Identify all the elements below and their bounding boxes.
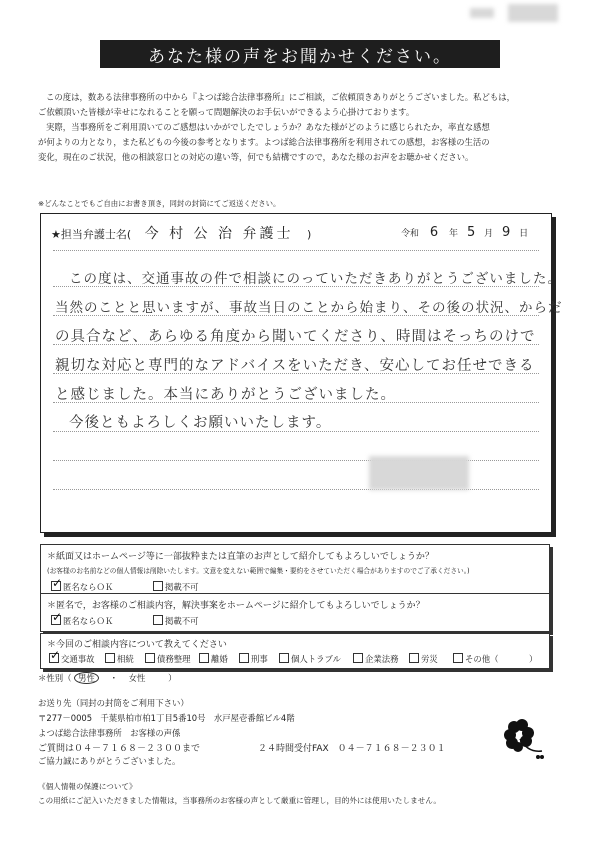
option-divorce[interactable]: 離婚 (199, 653, 228, 665)
option-corporate[interactable]: 企業法務 (353, 653, 399, 665)
thanks: ご協力誠にありがとうございました。 (38, 756, 181, 766)
intro-line: 実際，当事務所をご利用頂いてのご感想はいかがでしたでしょうか？あなた様がどのように感じられたか，率直な感想 (46, 122, 490, 132)
checkbox[interactable] (145, 653, 155, 663)
phone: ご質問は０４－７１６８－２３００まで (38, 744, 201, 754)
option-inheritance[interactable]: 相続 (105, 653, 134, 665)
intro-note: ※どんなことでもご自由にお書き頂き，同封の封筒にてご返送ください。 (38, 199, 281, 208)
privacy-title: 《個人情報の保護について》 (38, 782, 137, 791)
handwritten-line: 今後ともよろしくお願いいたします。 (69, 415, 332, 431)
question-category-box (40, 633, 550, 669)
lawyer-name: 今 村 公 治 弁護士 (144, 226, 294, 242)
option-personal[interactable]: 個人トラブル (279, 653, 341, 665)
option-other[interactable]: その他（ (453, 653, 499, 665)
intro-text (38, 90, 563, 165)
option-anonymous-ok[interactable]: ✓匿名ならＯＫ (51, 581, 113, 593)
checkbox[interactable] (153, 581, 163, 591)
office-name: よつば総合法律事務所 お客様の声係 (38, 728, 181, 738)
checkbox-checked[interactable] (51, 581, 61, 591)
gender-dot: ・ (109, 673, 118, 683)
date-month: 5 (466, 225, 476, 240)
intro-line: この度は，数ある法律事務所の中から『よつば総合法律事務所』にご相談，ご依頼頂きありがとうございました。私どもは， (46, 92, 515, 102)
handwritten-line: の具合など、あらゆる角度から聞いてくださり、時間はそっちのけで (55, 329, 536, 345)
address: 〒277－0005 千葉県柏市柏1丁目5番10号 水戸屋壱番館ビル4階 (38, 713, 295, 723)
option-no-publish[interactable]: 掲載不可 (153, 615, 199, 627)
date-year: 6 (429, 225, 439, 240)
question-case-box (40, 593, 550, 632)
lawyer-row (51, 223, 311, 243)
date-month-unit: 月 (484, 229, 494, 239)
clover-icon (496, 713, 548, 763)
checkbox[interactable] (153, 615, 163, 625)
intro-line: が何よりの力となり，また私どもの今後の参考となります。よつば総合法律事務所を利用されての感想，お客様の生活の (38, 137, 490, 147)
gender-label: ＊性別（ (38, 673, 72, 683)
other-close: ） (529, 654, 538, 664)
checkbox[interactable] (105, 653, 115, 663)
lawyer-close: ) (306, 228, 312, 241)
gender-female[interactable]: 女性 (128, 673, 146, 683)
date-row (401, 225, 528, 240)
checkbox[interactable] (409, 653, 419, 663)
date-era: 令和 (401, 229, 420, 239)
question-text: ＊紙面又はホームページ等に一部抜粋または直筆のお声として紹介してもよろしいでしょうか？ (47, 552, 434, 562)
privacy-text: この用紙にご記入いただきました情報は，当事務所のお客様の声として厳重に管理し，目的外には使用いたしません。 (38, 796, 441, 805)
date-day-unit: 日 (519, 229, 529, 239)
question-text: ＊匿名で，お客様のご相談内容，解決事案をホームページに紹介してもよろしいでしょうか？ (47, 601, 425, 611)
intro-line: ご依頼頂いた皆様が幸せになれることを願って問題解決のお手伝いができるよう心掛けております。 (38, 107, 415, 117)
option-criminal[interactable]: 刑事 (239, 653, 268, 665)
checkbox-checked[interactable] (51, 615, 61, 625)
date-year-unit: 年 (449, 229, 459, 239)
option-labor[interactable]: 労災 (409, 653, 438, 665)
checkbox[interactable] (279, 653, 289, 663)
checkbox[interactable] (239, 653, 249, 663)
checkbox[interactable] (353, 653, 363, 663)
redacted-block (470, 8, 494, 18)
gender-close: ） (168, 673, 177, 683)
page-title: あなた様の声をお聞かせください。 (100, 40, 500, 68)
handwritten-line: 当然のことと思いますが、事故当日のことから始まり、その後の状況、からだ (55, 300, 563, 316)
option-anonymous-ok[interactable]: ✓匿名ならＯＫ (51, 615, 113, 627)
send-to: お送り先（同封の封筒をご利用下さい） (38, 698, 189, 708)
handwritten-line: と感じました。本当にありがとうございました。 (55, 387, 396, 403)
handwritten-line: 親切な対応と専門的なアドバイスをいただき、安心してお任せできる (55, 358, 535, 374)
option-traffic[interactable]: ✓交通事故 (49, 653, 95, 665)
letter-box (40, 213, 563, 533)
redacted-block (508, 4, 558, 22)
date-day: 9 (501, 225, 511, 240)
gender-male[interactable]: 男性 (74, 672, 99, 684)
fax: ２４時間受付FAX ０４－７１６８－２３０１ (258, 744, 446, 754)
question-text: ＊今回のご相談内容について教えてください (47, 640, 227, 650)
checkbox-checked[interactable] (49, 653, 59, 663)
checkbox[interactable] (199, 653, 209, 663)
handwritten-line: この度は、交通事故の件で相談にのっていただきありがとうございました。 (69, 271, 562, 287)
gender-row (38, 672, 176, 684)
lawyer-label: ★担当弁護士名( (51, 228, 132, 241)
option-debt[interactable]: 債務整理 (145, 653, 191, 665)
intro-line: 変化，現在のご状況，他の相談窓口との対応の違い等，何でも結構ですので，あなた様のお声をお聴かせください。 (38, 152, 474, 162)
question-note: (お客様のお名前などの個人情報は削除いたします。文意を変えない範囲で編集・要約をさせていただく場合がありますのでご了承ください。) (47, 567, 470, 575)
redacted-signature (369, 456, 469, 490)
checkbox[interactable] (453, 653, 463, 663)
option-no-publish[interactable]: 掲載不可 (153, 581, 199, 593)
